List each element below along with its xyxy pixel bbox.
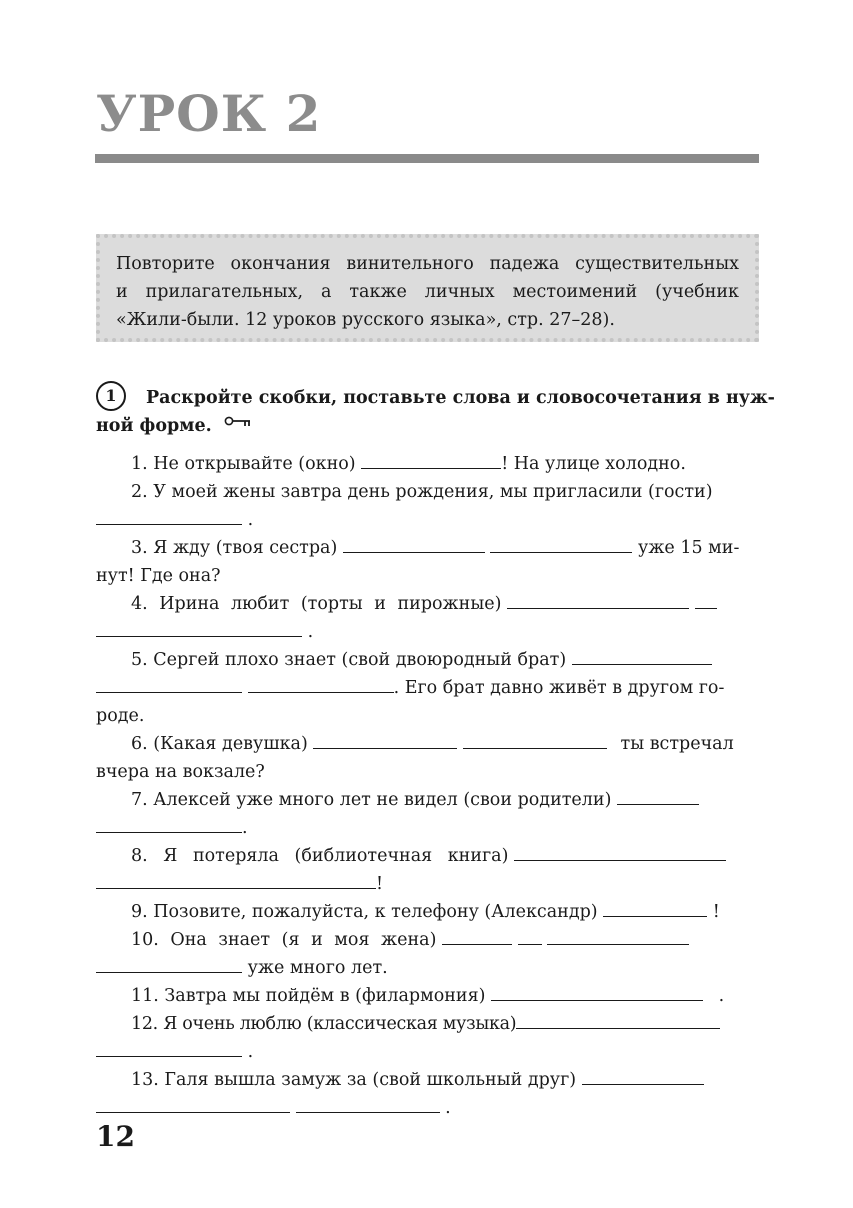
answer-blank[interactable] (547, 926, 689, 945)
exercise-item (131, 478, 713, 506)
exercise-text: нут! Где она? (96, 566, 221, 586)
exercise-text: 8. Я потеряла (библиотечная книга) (131, 846, 509, 866)
exercise-item (96, 702, 144, 730)
answer-blank[interactable] (695, 590, 717, 609)
exercise-item (131, 842, 726, 870)
answer-blank[interactable] (603, 898, 707, 917)
exercise-item (131, 786, 699, 814)
exercise-text: уже много лет. (247, 958, 388, 978)
answer-blank[interactable] (582, 1066, 704, 1085)
note-line: Повторите окончания винительного падежа существительных (116, 254, 739, 274)
answer-blank[interactable] (516, 1010, 720, 1029)
title-rule (95, 154, 759, 163)
punctuation: . (242, 818, 248, 838)
exercise-text: роде. (96, 706, 145, 726)
answer-blank[interactable] (96, 674, 242, 693)
exercise-item (96, 954, 388, 982)
lesson-title: УРОК 2 (96, 84, 322, 143)
exercise-item (131, 450, 686, 478)
exercise-text: 9. Позовите, пожалуйста, к телефону (Александр) (131, 902, 598, 922)
task-number-badge: 1 (96, 381, 126, 411)
punctuation: . (302, 622, 314, 642)
answer-blank[interactable] (96, 506, 242, 525)
task-heading-line1: Раскройте скобки, поставьте слова и словосочетания в нуж- (146, 388, 775, 408)
exercise-text: ! На улице холодно. (501, 454, 686, 474)
exercise-text: 3. Я жду (твоя сестра) (131, 538, 338, 558)
answer-blank[interactable] (361, 450, 501, 469)
answer-blank[interactable] (96, 1094, 290, 1113)
answer-blank[interactable] (96, 618, 302, 637)
exercise-item (96, 674, 724, 702)
key-icon (224, 415, 252, 429)
answer-blank[interactable] (343, 534, 485, 553)
exercise-item (131, 898, 720, 926)
answer-blank[interactable] (514, 842, 726, 861)
exercise-item (96, 562, 221, 590)
punctuation: . (439, 1098, 451, 1118)
answer-blank[interactable] (463, 730, 607, 749)
exercise-item (96, 758, 265, 786)
exercise-item (131, 646, 712, 674)
exercise-text: 1. Не открывайте (окно) (131, 454, 356, 474)
exercise-item (131, 1010, 720, 1038)
answer-blank[interactable] (572, 646, 712, 665)
exercise-item (96, 618, 313, 646)
punctuation: ! (712, 902, 720, 922)
note-box (96, 234, 759, 342)
exercise-item (96, 870, 383, 898)
answer-blank[interactable] (248, 674, 394, 693)
answer-blank[interactable] (96, 814, 242, 833)
exercise-text: 2. У моей жены завтра день рождения, мы пригласили (гости) (131, 482, 713, 502)
exercise-item (131, 534, 739, 562)
punctuation: . (242, 510, 254, 530)
exercise-item (131, 1066, 704, 1094)
exercise-item (96, 506, 253, 534)
answer-blank[interactable] (490, 534, 632, 553)
exercise-text: 5. Сергей плохо знает (свой двоюродный брат) (131, 650, 567, 670)
exercise-text: 10. Она знает (я и моя жена) (131, 930, 437, 950)
exercise-item (131, 730, 734, 758)
exercise-text: 4. Ирина любит (торты и пирожные) (131, 594, 502, 614)
answer-blank[interactable] (617, 786, 699, 805)
exercise-item (96, 1038, 253, 1066)
answer-blank[interactable] (96, 870, 376, 889)
answer-blank[interactable] (442, 926, 512, 945)
note-line: «Жили-были. 12 уроков русского языка», стр. 27–28). (116, 310, 615, 330)
exercise-item (131, 926, 689, 954)
exercise-text: 12. Я очень люблю (классическая музыка) (131, 1014, 517, 1034)
exercise-item (96, 814, 248, 842)
exercise-text: 13. Галя вышла замуж за (свой школьный друг) (131, 1070, 577, 1090)
punctuation: . (242, 1042, 254, 1062)
exercise-text: уже 15 ми- (638, 538, 740, 558)
note-line: и прилагательных, а также личных местоимений (учебник (116, 282, 739, 302)
exercise-text: вчера на вокзале? (96, 762, 265, 782)
answer-blank[interactable] (507, 590, 689, 609)
punctuation: . (718, 986, 725, 1006)
exercise-text: ты встречал (620, 734, 734, 754)
task-heading-line2-wrap (96, 412, 252, 440)
exercise-text: 6. (Какая девушка) (131, 734, 308, 754)
task-heading-line2: ной форме. (96, 416, 212, 436)
punctuation: ! (376, 874, 384, 894)
answer-blank[interactable] (296, 1094, 440, 1113)
exercise-item (96, 1094, 451, 1122)
answer-blank[interactable] (96, 1038, 242, 1057)
answer-blank[interactable] (313, 730, 457, 749)
exercise-text: 7. Алексей уже много лет не видел (свои родители) (131, 790, 612, 810)
exercise-item (131, 590, 717, 618)
answer-blank[interactable] (491, 982, 703, 1001)
exercise-item (131, 982, 724, 1010)
answer-blank[interactable] (518, 926, 542, 945)
answer-blank[interactable] (96, 954, 242, 973)
exercise-text: . Его брат давно живёт в другом го- (393, 678, 725, 698)
exercise-text: 11. Завтра мы пойдём в (филармония) (131, 986, 486, 1006)
page-number: 12 (96, 1120, 135, 1153)
